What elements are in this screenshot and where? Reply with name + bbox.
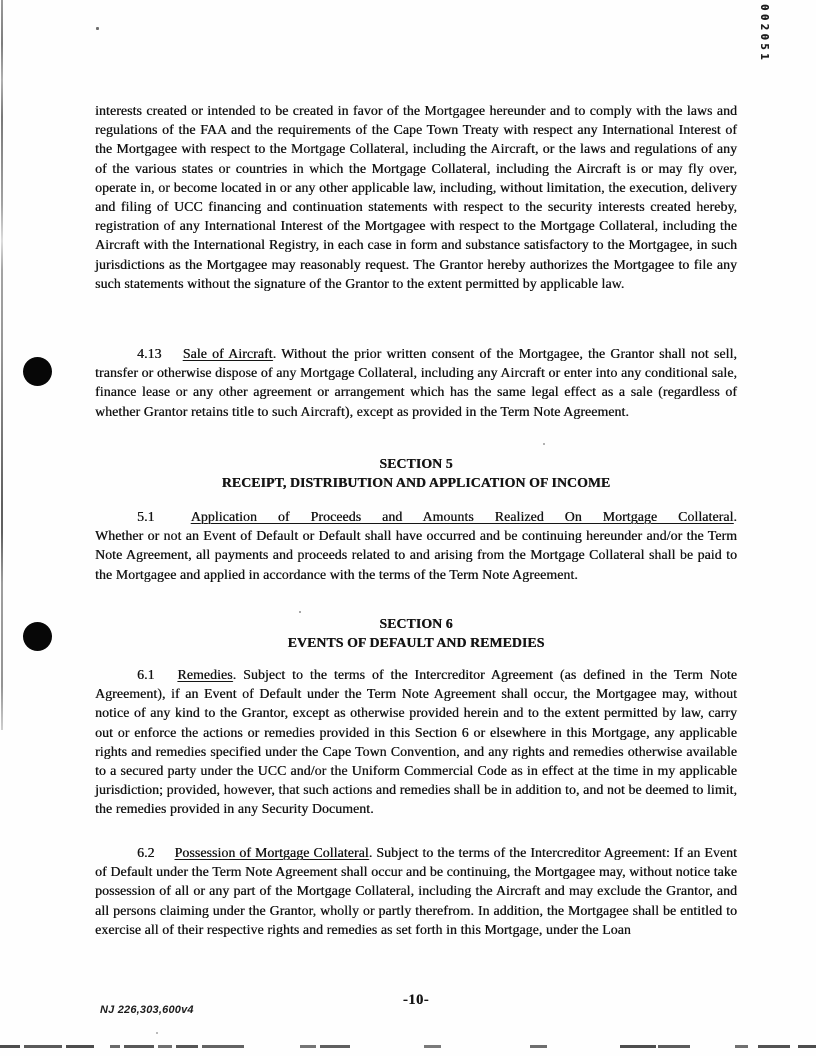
page-number: -10-: [402, 992, 430, 1008]
document-id-footer: NJ 226,303,600v4: [100, 1004, 194, 1016]
clause-body: Subject to the terms of the Intercreditor Agreement: If an Event of Default under the Term Note Agreement shall occur and be continuing, the Mortgagee may, without notice take possession of all or any part of the Mortgage Collateral, including the Aircraft and may exclude the Grantor, and all persons claiming under the Grantor, wholly or partly therefrom. In addition, the Mortgagee shall be entitled to exercise all of their respective rights and remedies as set forth in this Mortgage, under the Loan: [95, 845, 737, 937]
scan-speck: [156, 1032, 158, 1034]
clause-title-period: .: [368, 845, 373, 860]
scan-edge-streak: [1, 0, 3, 730]
clause-6-1: [95, 665, 737, 819]
clause-title: Sale of Aircraft: [182, 346, 273, 361]
clause-number: 5.1: [137, 509, 155, 524]
clause-title: Remedies: [177, 667, 233, 682]
scan-artifact-line: [0, 1045, 816, 1049]
clause-6-2: [95, 843, 737, 939]
clause-body: Subject to the terms of the Intercreditor Agreement (as defined in the Term Note Agreement), if an Event of Default under the Term Note Agreement shall occur, the Mortgagee may, without notice of any kind to the Grantor, except as otherwise provided herein and to the extent permitted by law, carry out or enforce the actions or remedies provided in this Section 6 or elsewhere in this Mortgage, any applicable rights and remedies specified under the Cape Town Convention, and any rights and remedies otherwise available to a secured party under the UCC and/or the Uniform Commercial Code as in effect at the time in my applicable jurisdiction; provided, however, that such actions and remedies shall be in addition to, and not be deemed to limit, the remedies provided in any Security Document.: [95, 667, 737, 817]
clause-title-period: .: [272, 346, 277, 361]
section-5-number-line: SECTION 5: [379, 456, 453, 471]
clause-title: Possession of Mortgage Collateral: [174, 845, 369, 860]
clause-title-period: .: [232, 667, 237, 682]
clause-number: 6.1: [137, 667, 155, 682]
scan-speck: [96, 27, 99, 30]
scan-speck: [299, 611, 301, 613]
section-6-number-line: SECTION 6: [379, 616, 453, 631]
punch-hole-mark: [23, 622, 52, 651]
section-6-heading: [95, 614, 737, 652]
bates-stamp-number: 002051: [758, 4, 770, 63]
clause-number: 4.13: [137, 346, 162, 361]
clause-5-1-heading-line: [95, 507, 737, 526]
clause-title-period: .: [733, 509, 737, 524]
clause-body: Without the prior written consent of the Mortgagee, the Grantor shall not sell, transfer or otherwise dispose of any Mortgage Collateral, including any Aircraft or enter into any conditional sale, finance lease or any other agreement or arrangement which has the same legal effect as a sale (regardless of whether Grantor retains title to such Aircraft), except as provided in the Term Note Agreement.: [95, 346, 737, 419]
clause-number: 6.2: [137, 845, 155, 860]
clause-4-13: [95, 344, 737, 421]
clause-5-1: [95, 507, 737, 584]
paragraph-continuation: interests created or intended to be created in favor of the Mortgagee hereunder and to comply with the laws and regulations of the FAA and the requirements of the Cape Town Treaty with respect any International Interest of the Mortgagee with respect to the Mortgage Collateral, including the Aircraft, or the laws and regulations of any of the various states or countries in which the Mortgage Collateral, including the Aircraft is or may fly over, operate in, or become located in or any other applicable law, including, without limitation, the execution, delivery and filing of UCC financing and continuation statements with respect to the security interests created hereby, registration of any International Interest of the Mortgagee with respect to the Mortgage Collateral, including the Aircraft with the International Registry, in each case in form and substance satisfactory to the Mortgagee, in such jurisdictions as the Mortgagee may reasonably request. The Grantor hereby authorizes the Mortgagee to file any such statements without the signature of the Grantor to the extent permitted by applicable law.: [95, 103, 737, 291]
section-6-title-line: EVENTS OF DEFAULT AND REMEDIES: [287, 635, 545, 651]
section-5-title-line: RECEIPT, DISTRIBUTION AND APPLICATION OF INCOME: [221, 475, 611, 491]
clause-body: Whether or not an Event of Default or Default shall have occurred and be continuing hereunder and/or the Term Note Agreement, all payments and proceeds related to and arising from the Mortgage Collateral shall be paid to the Mortgagee and applied in accordance with the terms of the Term Note Agreement.: [95, 528, 737, 582]
punch-hole-mark: [23, 357, 52, 386]
clause-title: Application of Proceeds and Amounts Realized On Mortgage Collateral: [190, 509, 734, 524]
scan-speck: [543, 443, 545, 445]
section-5-heading: [95, 454, 737, 492]
